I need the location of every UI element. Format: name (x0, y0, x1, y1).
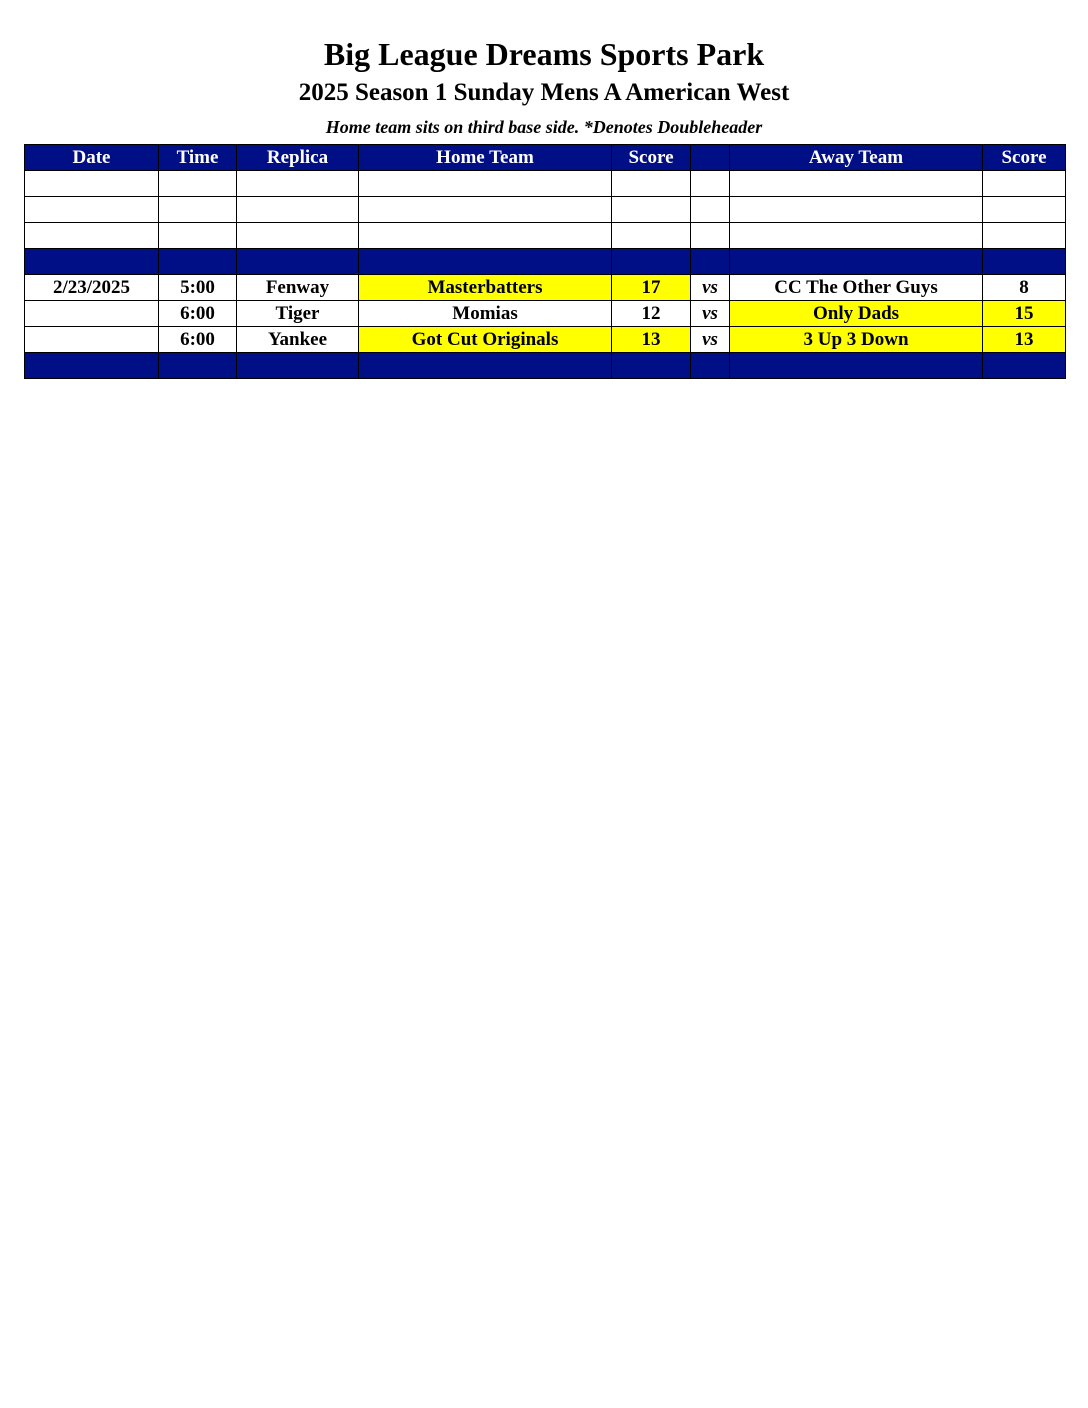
empty-cell (159, 171, 237, 197)
divider-cell (237, 249, 359, 275)
empty-cell (612, 171, 691, 197)
column-header-home-team: Home Team (359, 145, 612, 171)
column-header-away-team: Away Team (730, 145, 983, 171)
week-divider-row (25, 353, 1066, 379)
game-date (25, 301, 159, 327)
game-time: 6:00 (159, 301, 237, 327)
column-header-home-score: Score (612, 145, 691, 171)
divider-cell (983, 353, 1066, 379)
home-score: 13 (612, 327, 691, 353)
divider-cell (730, 353, 983, 379)
divider-cell (730, 249, 983, 275)
game-replica: Tiger (237, 301, 359, 327)
empty-row (25, 197, 1066, 223)
divider-cell (237, 353, 359, 379)
column-header-date: Date (25, 145, 159, 171)
away-team: 3 Up 3 Down (730, 327, 983, 353)
empty-cell (159, 223, 237, 249)
vs-label: vs (691, 327, 730, 353)
empty-cell (237, 197, 359, 223)
game-time: 5:00 (159, 275, 237, 301)
divider-cell (612, 249, 691, 275)
empty-cell (691, 223, 730, 249)
week-divider-row (25, 249, 1066, 275)
game-row (25, 327, 1066, 353)
game-date (25, 327, 159, 353)
game-time: 6:00 (159, 327, 237, 353)
column-header-replica: Replica (237, 145, 359, 171)
empty-cell (691, 197, 730, 223)
empty-cell (612, 197, 691, 223)
empty-cell (237, 171, 359, 197)
divider-cell (612, 353, 691, 379)
home-team: Got Cut Originals (359, 327, 612, 353)
column-header-time: Time (159, 145, 237, 171)
table-header-row (25, 145, 1066, 171)
empty-row (25, 223, 1066, 249)
empty-cell (359, 197, 612, 223)
empty-cell (691, 171, 730, 197)
away-score: 15 (983, 301, 1066, 327)
schedule-table (24, 144, 1066, 379)
column-header-vs (691, 145, 730, 171)
page-title: Big League Dreams Sports Park (323, 36, 765, 72)
away-score: 8 (983, 275, 1066, 301)
game-row (25, 275, 1066, 301)
away-team: CC The Other Guys (730, 275, 983, 301)
schedule-note: Home team sits on third base side. *Denotes Doubleheader (325, 117, 763, 137)
game-date: 2/23/2025 (25, 275, 159, 301)
game-replica: Yankee (237, 327, 359, 353)
game-replica: Fenway (237, 275, 359, 301)
divider-cell (359, 353, 612, 379)
empty-cell (359, 223, 612, 249)
home-team: Masterbatters (359, 275, 612, 301)
empty-cell (730, 223, 983, 249)
vs-label: vs (691, 301, 730, 327)
page-subtitle: 2025 Season 1 Sunday Mens A American West (298, 79, 790, 106)
empty-cell (25, 171, 159, 197)
empty-cell (159, 197, 237, 223)
divider-cell (359, 249, 612, 275)
home-score: 17 (612, 275, 691, 301)
empty-cell (983, 197, 1066, 223)
divider-cell (25, 353, 159, 379)
empty-cell (612, 223, 691, 249)
away-team: Only Dads (730, 301, 983, 327)
divider-cell (159, 353, 237, 379)
empty-cell (730, 197, 983, 223)
empty-cell (359, 171, 612, 197)
game-row (25, 301, 1066, 327)
empty-cell (983, 171, 1066, 197)
empty-cell (25, 223, 159, 249)
away-score: 13 (983, 327, 1066, 353)
divider-cell (159, 249, 237, 275)
empty-row (25, 171, 1066, 197)
empty-cell (730, 171, 983, 197)
home-team: Momias (359, 301, 612, 327)
divider-cell (983, 249, 1066, 275)
vs-label: vs (691, 275, 730, 301)
home-score: 12 (612, 301, 691, 327)
column-header-away-score: Score (983, 145, 1066, 171)
empty-cell (237, 223, 359, 249)
divider-cell (25, 249, 159, 275)
empty-cell (983, 223, 1066, 249)
divider-cell (691, 249, 730, 275)
empty-cell (25, 197, 159, 223)
divider-cell (691, 353, 730, 379)
